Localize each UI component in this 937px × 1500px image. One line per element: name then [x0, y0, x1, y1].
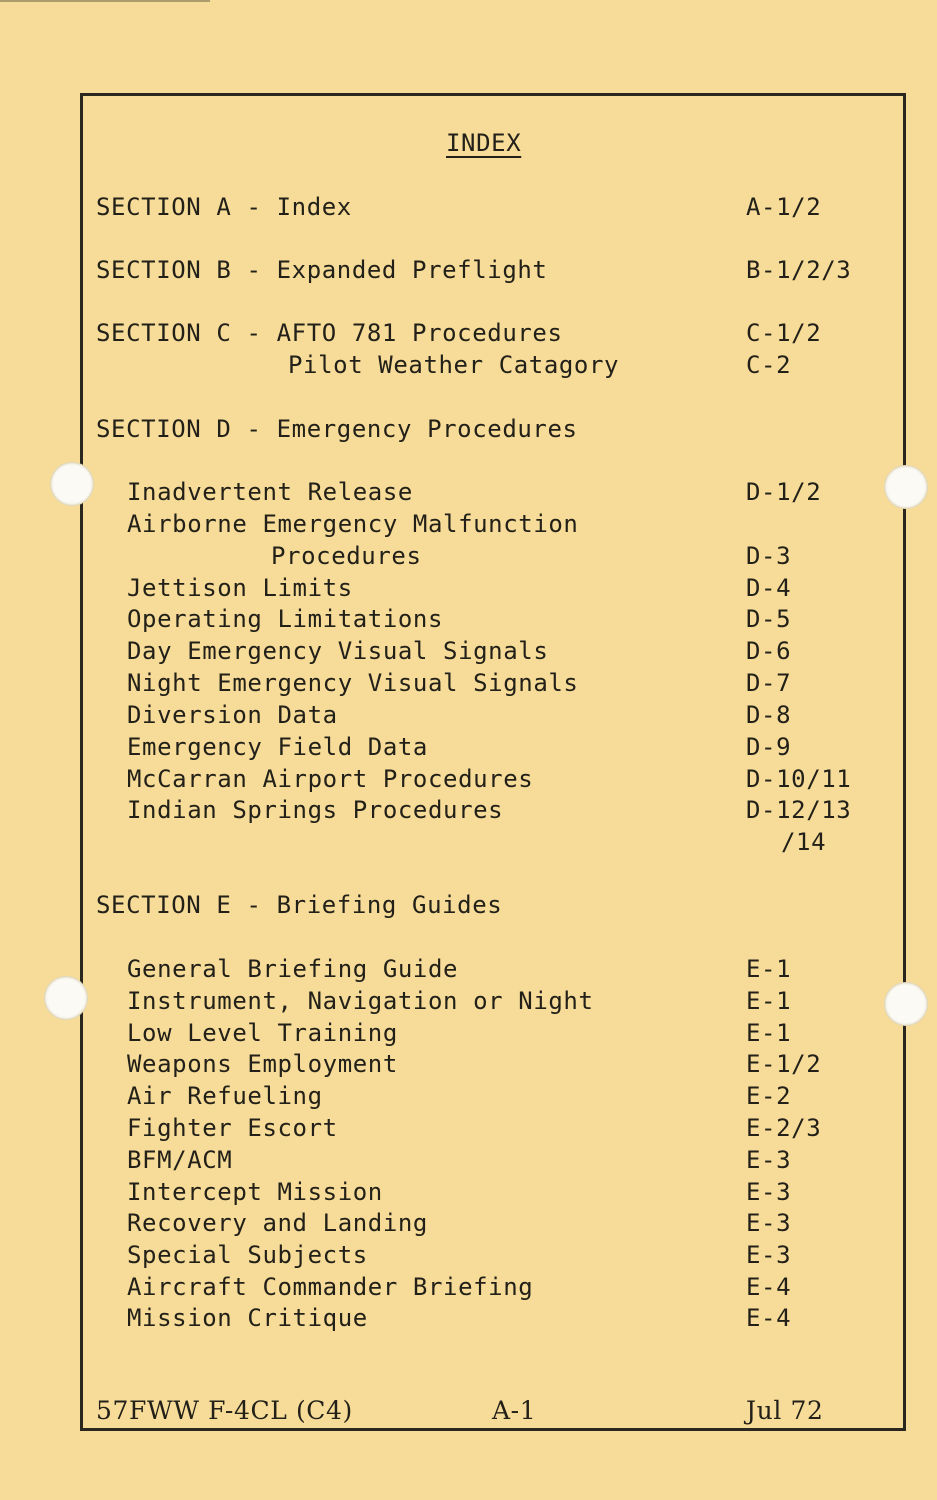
list-item: Procedures	[271, 542, 422, 570]
punch-hole-left-upper	[50, 462, 94, 506]
list-item: Diversion Data	[127, 701, 338, 729]
list-item-page: E-4	[746, 1304, 792, 1332]
list-item-page: E-3	[746, 1241, 792, 1269]
list-item-page: E-2	[746, 1082, 792, 1110]
list-item-page: D-10/11	[746, 765, 852, 793]
footer-page-number: A-1	[492, 1396, 537, 1425]
list-item-page: E-4	[746, 1273, 792, 1301]
list-item: Weapons Employment	[127, 1050, 398, 1078]
list-item: General Briefing Guide	[127, 955, 459, 983]
list-item: Special Subjects	[127, 1241, 368, 1269]
list-item: Air Refueling	[127, 1082, 323, 1110]
list-item: Instrument, Navigation or Night	[127, 987, 594, 1015]
page-title: INDEX	[446, 129, 522, 157]
list-item: Fighter Escort	[127, 1114, 338, 1142]
list-item: Inadvertent Release	[127, 478, 413, 506]
paper-edge-mark	[0, 0, 210, 10]
list-item: Day Emergency Visual Signals	[127, 637, 549, 665]
list-item-page: D-1/2	[746, 478, 822, 506]
footer-date: Jul 72	[746, 1396, 824, 1425]
list-item: Aircraft Commander Briefing	[127, 1273, 534, 1301]
list-item: Jettison Limits	[127, 574, 353, 602]
section-e-label: SECTION E - Briefing Guides	[96, 891, 503, 919]
punch-hole-right-upper	[884, 465, 928, 509]
list-item-page: E-3	[746, 1209, 792, 1237]
section-c-label: SECTION C - AFTO 781 Procedures	[96, 319, 563, 347]
list-item: Airborne Emergency Malfunction	[127, 510, 579, 538]
list-item-page: E-1	[746, 1019, 792, 1047]
list-item: Mission Critique	[127, 1304, 368, 1332]
list-item-page: /14	[781, 828, 827, 856]
list-item: Operating Limitations	[127, 605, 444, 633]
list-item-page: E-3	[746, 1146, 792, 1174]
list-item-page: D-12/13	[746, 796, 852, 824]
list-item-page: D-6	[746, 637, 792, 665]
section-a-page: A-1/2	[746, 193, 822, 221]
punch-hole-left-lower	[44, 976, 88, 1020]
section-c-sub-label: Pilot Weather Catagory	[288, 351, 620, 379]
footer-form-id: 57FWW F-4CL (C4)	[96, 1396, 353, 1425]
list-item: McCarran Airport Procedures	[127, 765, 534, 793]
list-item: Intercept Mission	[127, 1178, 383, 1206]
list-item-page: D-4	[746, 574, 792, 602]
list-item-page: D-3	[746, 542, 792, 570]
section-b-page: B-1/2/3	[746, 256, 852, 284]
list-item: Recovery and Landing	[127, 1209, 428, 1237]
section-d-label: SECTION D - Emergency Procedures	[96, 415, 578, 443]
list-item-page: D-5	[746, 605, 792, 633]
list-item: Low Level Training	[127, 1019, 398, 1047]
list-item: Indian Springs Procedures	[127, 796, 504, 824]
section-c-sub-page: C-2	[746, 351, 792, 379]
list-item-page: E-2/3	[746, 1114, 822, 1142]
section-c-page: C-1/2	[746, 319, 822, 347]
list-item-page: D-8	[746, 701, 792, 729]
list-item-page: E-1	[746, 987, 792, 1015]
list-item: Night Emergency Visual Signals	[127, 669, 579, 697]
punch-hole-right-lower	[884, 982, 928, 1026]
list-item: Emergency Field Data	[127, 733, 428, 761]
list-item-page: E-1/2	[746, 1050, 822, 1078]
list-item-page: D-7	[746, 669, 792, 697]
list-item-page: E-3	[746, 1178, 792, 1206]
list-item-page: D-9	[746, 733, 792, 761]
list-item-page: E-1	[746, 955, 792, 983]
list-item: BFM/ACM	[127, 1146, 233, 1174]
section-a-label: SECTION A - Index	[96, 193, 352, 221]
section-b-label: SECTION B - Expanded Preflight	[96, 256, 548, 284]
